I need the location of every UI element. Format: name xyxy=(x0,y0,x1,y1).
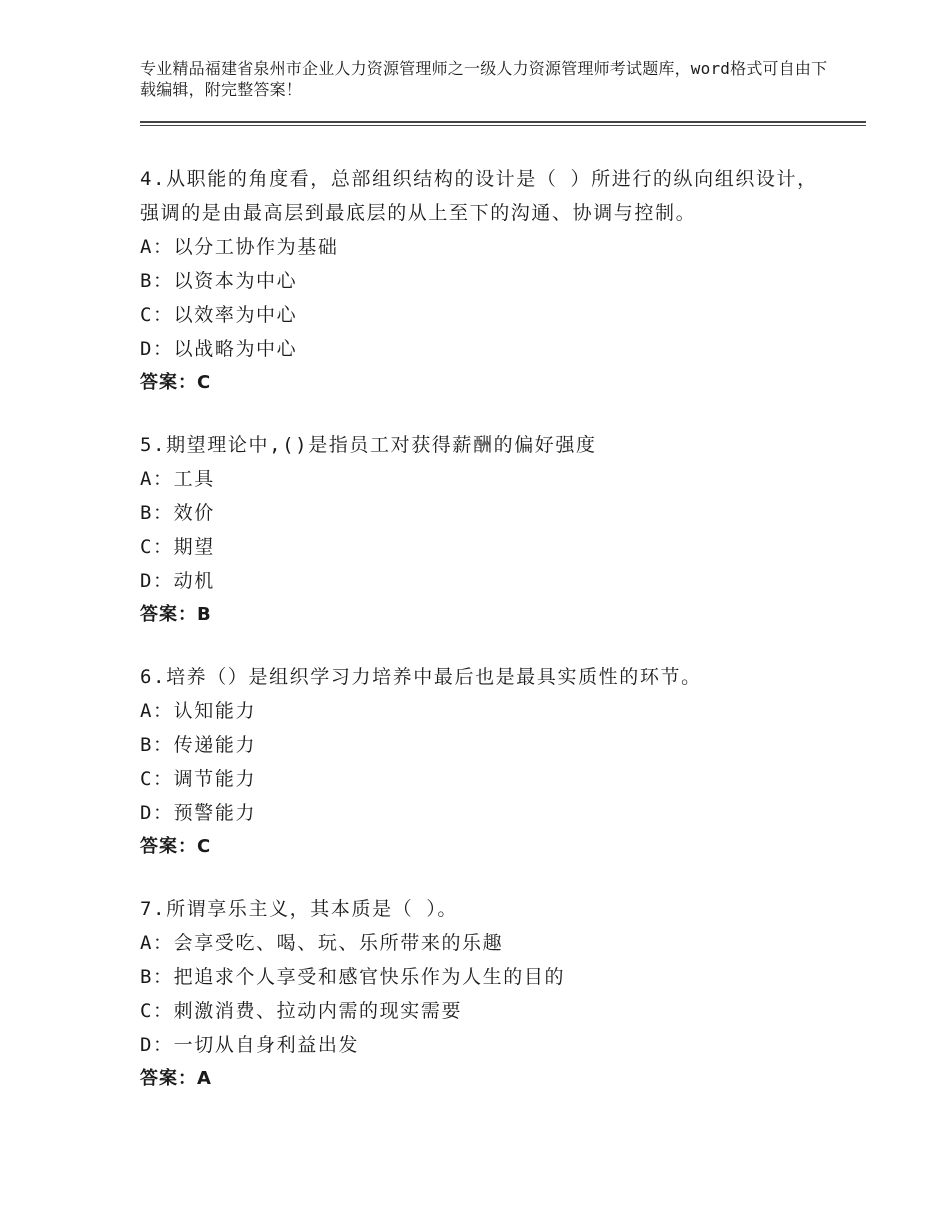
question-stem: 4.从职能的角度看，总部组织结构的设计是（ ）所进行的纵向组织设计，强调的是由最高层到最底层的从上至下的沟通、协调与控制。 xyxy=(140,168,818,224)
option-d: D：一切从自身利益出发 xyxy=(140,1034,360,1056)
option-b: B：把追求个人享受和感官快乐作为人生的目的 xyxy=(140,966,566,988)
document-title: 专业精品福建省泉州市企业人力资源管理师之一级人力资源管理师考试题库，word格式可自由下载编辑，附完整答案！ xyxy=(140,59,828,99)
answer-label: 答案：C xyxy=(140,836,212,857)
answer-label: 答案：A xyxy=(140,1068,212,1089)
option-c: C：调节能力 xyxy=(140,768,257,790)
answer-label: 答案：B xyxy=(140,604,212,625)
header-divider-thick xyxy=(140,121,866,123)
option-d: D：预警能力 xyxy=(140,802,257,824)
question-stem: 5.期望理论中,()是指员工对获得薪酬的偏好强度 xyxy=(140,434,597,456)
option-b: B：传递能力 xyxy=(140,734,257,756)
option-d: D：以战略为中心 xyxy=(140,338,298,360)
option-b: B：效价 xyxy=(140,502,215,524)
option-b: B：以资本为中心 xyxy=(140,270,298,292)
option-a: A：认知能力 xyxy=(140,700,257,722)
question-7 xyxy=(140,892,820,1096)
question-6 xyxy=(140,660,820,864)
option-c: C：期望 xyxy=(140,536,215,558)
option-c: C：刺激消费、拉动内需的现实需要 xyxy=(140,1000,463,1022)
header-divider-thin xyxy=(140,125,866,126)
question-stem: 7.所谓享乐主义，其本质是（ ）。 xyxy=(140,898,459,920)
question-4 xyxy=(140,162,820,400)
question-list xyxy=(140,162,820,1124)
option-a: A：以分工协作为基础 xyxy=(140,236,339,258)
question-stem: 6.培养（）是组织学习力培养中最后也是最具实质性的环节。 xyxy=(140,666,702,688)
option-c: C：以效率为中心 xyxy=(140,304,298,326)
option-a: A：会享受吃、喝、玩、乐所带来的乐趣 xyxy=(140,932,504,954)
question-5 xyxy=(140,428,820,632)
option-d: D：动机 xyxy=(140,570,215,592)
option-a: A：工具 xyxy=(140,468,215,490)
document-header xyxy=(140,58,830,100)
answer-label: 答案：C xyxy=(140,372,212,393)
